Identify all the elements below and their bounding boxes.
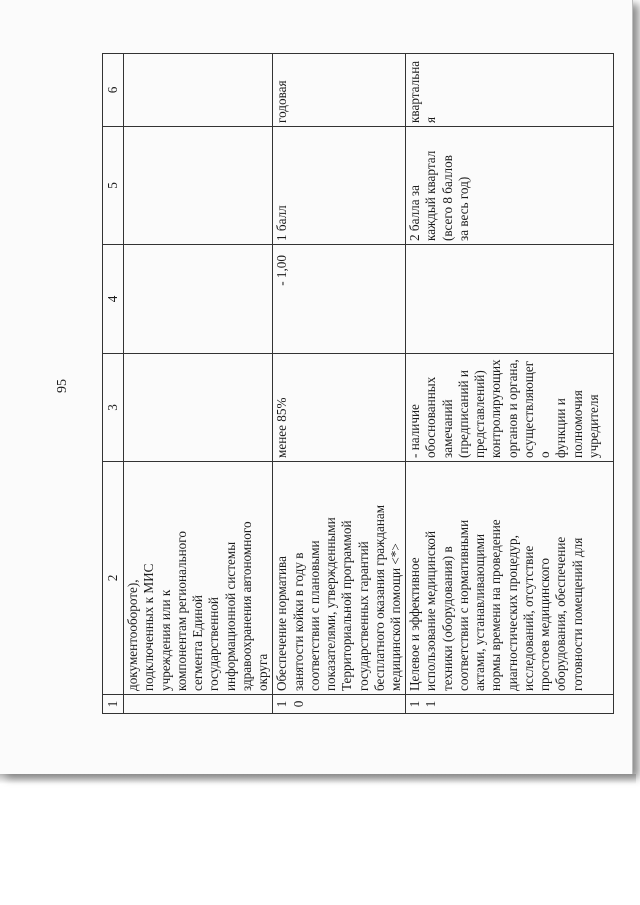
cell-line: информационной системы	[222, 541, 238, 691]
cell-line: документообороте),	[125, 579, 141, 691]
score-cell	[406, 127, 614, 245]
cell-line: Территориальной программой	[339, 520, 355, 691]
value-cell	[406, 245, 614, 354]
cell-line: простоев медицинского	[537, 558, 553, 691]
cell-line: исследований, отсутствие	[520, 545, 536, 691]
cell-line: актами, устанавливающими	[472, 533, 488, 691]
cell-line: бесплатного оказания гражданам	[371, 504, 387, 691]
row-number	[124, 695, 273, 714]
cell-line: соответствии с нормативными	[455, 519, 471, 691]
table-row	[124, 54, 273, 714]
rotated-table-container	[102, 60, 614, 714]
criteria-table	[102, 53, 614, 714]
condition-cell	[273, 354, 406, 462]
cell-line: Обеспечение норматива	[274, 556, 290, 691]
score-cell	[124, 127, 273, 245]
cell-line: представлений)	[472, 370, 488, 458]
condition-cell	[124, 354, 273, 462]
row-number: 10	[273, 695, 406, 714]
criterion-cell	[406, 462, 614, 695]
value-cell	[124, 245, 273, 354]
cell-line: нормы времени на проведение	[488, 519, 504, 691]
cell-line: оборудования, обеспечение	[553, 536, 569, 691]
table-header-row	[103, 54, 124, 714]
condition-cell	[406, 354, 614, 462]
header-cell: 5	[103, 127, 124, 245]
cell-line: соответствии с плановыми	[306, 540, 322, 691]
table-row	[273, 54, 406, 714]
cell-line: учредителя	[585, 394, 601, 458]
row-number: 11	[406, 695, 614, 714]
page-number: 95	[55, 379, 70, 393]
cell-line: каждый квартал	[423, 150, 439, 241]
cell-line: медицинской помощи <*>	[387, 543, 403, 691]
cell-line: годовая	[274, 80, 290, 123]
cell-line: компонентам регионального	[173, 531, 189, 691]
page-edge-shadow	[0, 774, 636, 784]
cell-line: менее 85%	[274, 397, 290, 458]
cell-line: показателями, утвержденными	[323, 517, 339, 691]
cell-line: учреждения или к	[157, 589, 173, 691]
cell-line: сегмента Единой	[190, 595, 206, 691]
cell-line: здравоохранения автономного	[238, 521, 254, 691]
cell-line: Целевое и эффективное	[407, 557, 423, 691]
cell-line: квартальная	[407, 60, 439, 123]
cell-line: - наличие	[407, 404, 423, 458]
header-cell: 6	[103, 54, 124, 127]
cell-line: полномочия	[569, 390, 585, 458]
cell-line: техники (оборудования) в	[439, 546, 455, 691]
criterion-cell	[124, 462, 273, 695]
cell-line: 2 балла за	[407, 185, 423, 241]
period-cell	[406, 54, 614, 127]
cell-line: (всего 8 баллов	[439, 155, 455, 241]
cell-line: контролирующих	[488, 359, 504, 458]
cell-line: органов и органа,	[504, 359, 520, 458]
cell-line: государственных гарантий	[355, 541, 371, 691]
cell-line: осуществляющего	[520, 360, 553, 458]
cell-line: государственной	[206, 597, 222, 691]
table-row	[406, 54, 614, 714]
cell-line: использование медицинской	[423, 530, 439, 691]
value-cell: - 1,00	[273, 245, 406, 354]
cell-line: подключенных к МИС	[141, 563, 157, 691]
cell-line: округа	[255, 653, 271, 691]
header-cell: 2	[103, 462, 124, 695]
criterion-cell	[273, 462, 406, 695]
cell-line: 1 балл	[274, 205, 290, 241]
cell-line: занятости койки в году в	[290, 552, 306, 691]
cell-line: (предписаний и	[455, 370, 471, 458]
cell-line: готовности помещений для	[569, 537, 585, 691]
cell-line: за весь год)	[455, 176, 471, 241]
period-cell	[273, 54, 406, 127]
cell-line: обоснованных	[423, 376, 439, 458]
cell-line: замечаний	[439, 399, 455, 458]
header-cell: 4	[103, 245, 124, 354]
cell-line: функции и	[553, 398, 569, 458]
header-cell: 1	[103, 695, 124, 714]
score-cell	[273, 127, 406, 245]
period-cell	[124, 54, 273, 127]
header-cell: 3	[103, 354, 124, 462]
cell-line: диагностических процедур,	[504, 535, 520, 691]
